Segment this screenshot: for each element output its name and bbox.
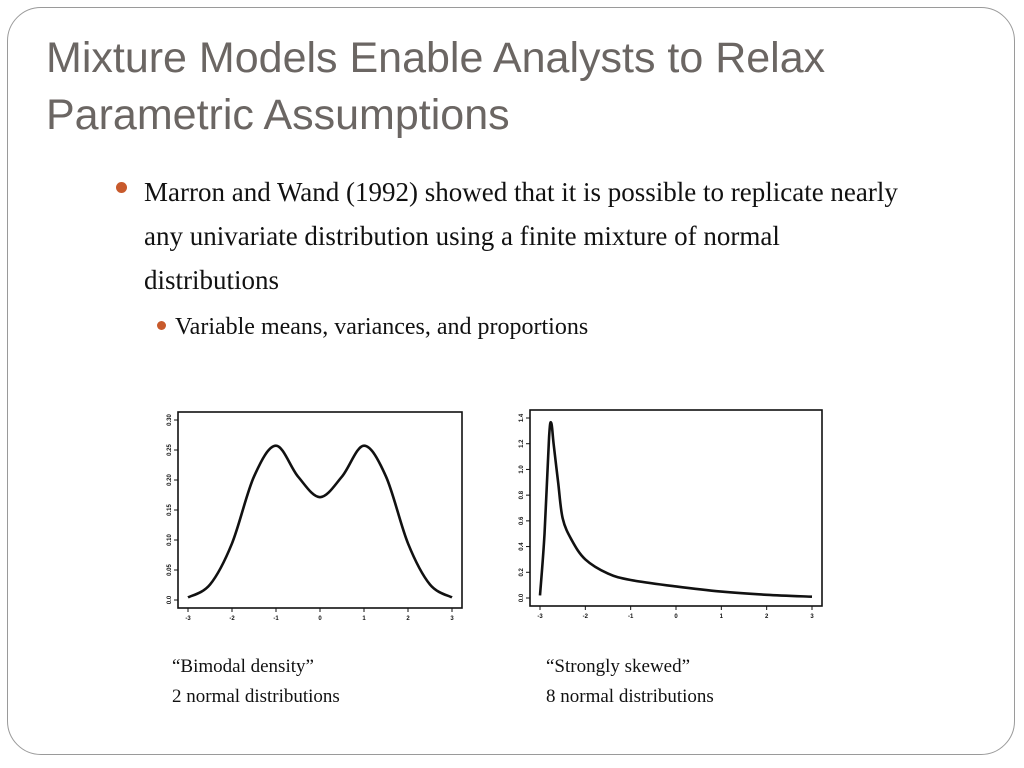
caption-right-subtitle: 8 normal distributions — [546, 686, 714, 707]
x-tick-label: -1 — [627, 614, 634, 620]
bullet-dot — [116, 182, 127, 193]
caption-right — [546, 652, 714, 712]
y-tick-label: 1.2 — [519, 439, 525, 448]
caption-left-title: “Bimodal density” — [172, 656, 314, 677]
plot-frame — [530, 410, 822, 606]
x-tick-label: -2 — [582, 614, 589, 620]
x-tick-label: 1 — [362, 616, 366, 622]
x-tick-label: 3 — [450, 616, 454, 622]
x-tick-label: -2 — [229, 616, 235, 622]
y-tick-label: 0.6 — [519, 516, 525, 526]
y-tick-label: 0.25 — [167, 444, 173, 456]
y-tick-label: 0.2 — [519, 568, 525, 577]
x-tick-label: -3 — [185, 616, 191, 622]
bullet-text-sub: Variable means, variances, and proportions — [175, 314, 589, 340]
caption-right-title: “Strongly skewed” — [546, 656, 691, 677]
y-tick-label: 0.15 — [167, 504, 173, 516]
slide-title: Mixture Models Enable Analysts to Relax Parametric Assumptions — [46, 34, 826, 139]
y-tick-label: 0.20 — [167, 474, 173, 486]
y-tick-label: 0.8 — [519, 490, 525, 500]
density-curve — [188, 446, 452, 598]
x-tick-label: -3 — [537, 614, 543, 620]
plot-frame — [178, 412, 462, 608]
y-tick-label: 1.0 — [519, 465, 525, 474]
y-tick-label: 0.0 — [167, 595, 173, 605]
y-tick-label: 0.30 — [167, 414, 173, 426]
y-tick-label: 0.05 — [167, 564, 173, 576]
sub-bullet-dot — [157, 321, 166, 330]
x-tick-label: 0 — [318, 616, 322, 622]
x-tick-label: 1 — [719, 614, 724, 620]
y-tick-label: 1.4 — [519, 413, 525, 423]
caption-left — [172, 652, 340, 712]
bullet-text-main: Marron and Wand (1992) showed that it is possible to replicate nearly any univariate distribution using a finite mixture of normal distributions — [144, 177, 898, 295]
x-tick-label: 2 — [764, 614, 769, 620]
x-tick-label: -1 — [273, 616, 279, 622]
y-tick-label: 0.4 — [519, 542, 525, 551]
y-tick-label: 0.0 — [519, 593, 525, 603]
x-tick-label: 3 — [810, 614, 814, 620]
x-tick-label: 2 — [406, 616, 410, 622]
caption-left-subtitle: 2 normal distributions — [172, 686, 340, 707]
strongly-skewed-plot — [508, 404, 838, 632]
density-curve — [540, 422, 812, 596]
x-tick-label: 0 — [674, 614, 678, 620]
y-tick-label: 0.10 — [167, 534, 173, 546]
bimodal-density-plot — [160, 410, 480, 630]
